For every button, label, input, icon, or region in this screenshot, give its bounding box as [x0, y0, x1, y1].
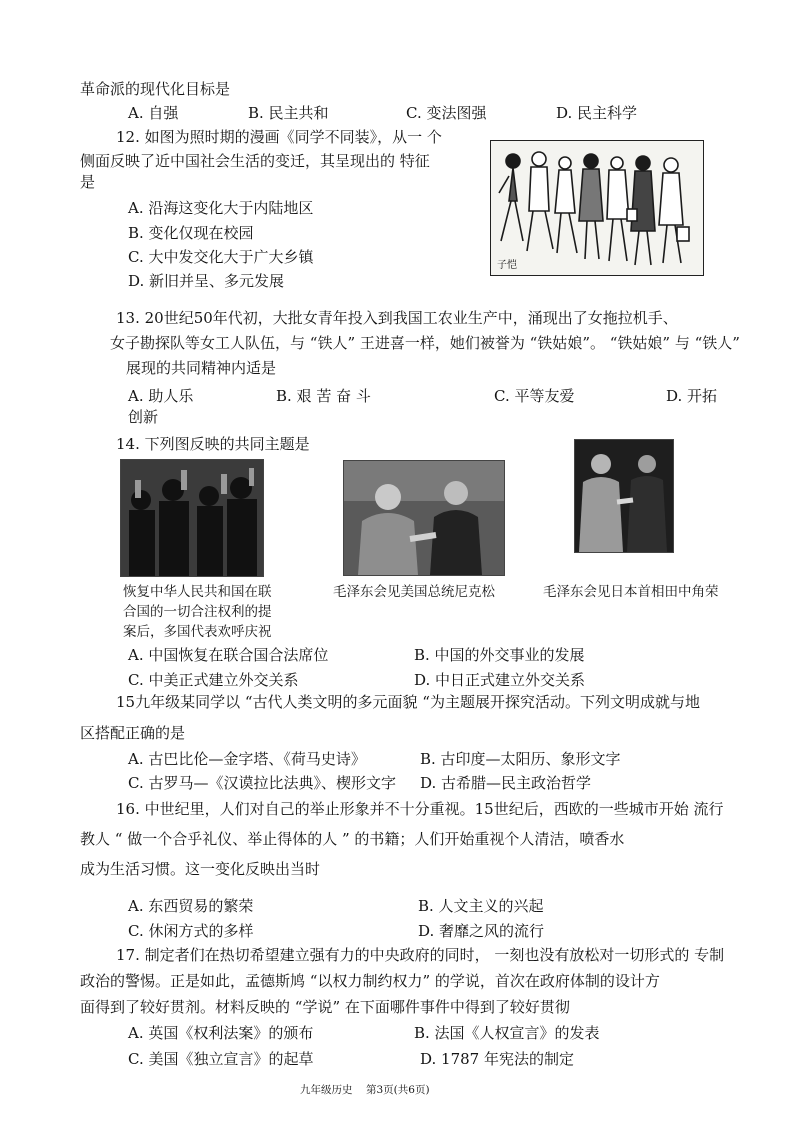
q12-stem-line2: 侧面反映了近中国社会生活的变迁，其呈现出的 特征	[80, 152, 430, 170]
q12-option-d: D. 新旧并呈、多元发展	[128, 272, 285, 290]
q17-stem-line3: 面得到了较好贯剂。材料反映的 “学说” 在下面哪件事件中得到了较好贯彻	[80, 998, 570, 1016]
q17-stem-line2: 政治的警惕。正是如此，孟德斯鸠 “以权力制约权力” 的学说，首次在政府体制的设计方	[80, 972, 660, 990]
q15-option-c: C. 古罗马—《汉谟拉比法典》、楔形文字	[128, 774, 396, 792]
q15-option-d: D. 古希腊—民主政治哲学	[420, 774, 592, 792]
q17-stem-line1: 17. 制定者们在热切希望建立强有力的中央政府的同时， 一刻也没有放松对一切形式的 专制	[116, 946, 725, 964]
q16-option-b: B. 人文主义的兴起	[418, 897, 544, 915]
q11-option-b: B. 民主共和	[248, 104, 329, 122]
q16-option-a: A. 东西贸易的繁荣	[128, 897, 254, 915]
caption-un-line1: 恢复中华人民共和国在联	[123, 584, 272, 600]
q15-stem-line1: 15九年级某同学以 “古代人类文明的多元面貌 “为主题展开探究活动。下列文明成就与地	[116, 693, 700, 711]
caption-mao-nixon: 毛泽东会见美国总统尼克松	[333, 584, 495, 600]
q16-option-c: C. 休闲方式的多样	[128, 922, 254, 940]
q14-option-a: A. 中国恢复在联合国合法席位	[128, 646, 329, 664]
q13-option-c: C. 平等友爱	[494, 387, 575, 405]
photo-mao-tanaka	[574, 439, 674, 553]
q11-option-a: A. 自强	[128, 104, 179, 122]
q12-option-b: B. 变化仅现在校园	[128, 224, 254, 242]
cartoon-signature: 子恺	[497, 260, 517, 271]
q11-option-c: C. 变法图强	[406, 104, 487, 122]
caption-un-line3: 案后，多国代表欢呼庆祝	[123, 624, 272, 640]
footer-page-number: 第3页(共6页)	[366, 1084, 430, 1096]
q12-stem-line1: 12. 如图为照时期的漫画《同学不同装》，从一 个	[116, 128, 442, 146]
photo-un-celebration	[120, 459, 264, 577]
q16-option-d: D. 奢靡之风的流行	[418, 922, 545, 940]
q13-stem-line1: 13. 20世纪50年代初，大批女青年投入到我国工农业生产中，涌现出了女拖拉机手、	[116, 309, 678, 327]
q12-option-c: C. 大中发交化大于广大乡镇	[128, 248, 314, 266]
q15-stem-line2: 区搭配正确的是	[80, 724, 186, 742]
q15-option-a: A. 古巴比伦—金字塔、《荷马史诗》	[128, 750, 366, 768]
q17-option-b: B. 法国《人权宣言》的发表	[414, 1024, 600, 1042]
q11-stem: 革命派的现代化目标是	[80, 80, 231, 98]
q17-option-c: C. 美国《独立宣言》的起草	[128, 1050, 314, 1068]
q17-option-d: D. 1787 年宪法的制定	[420, 1050, 574, 1068]
q16-stem-line3: 成为生活习惯。这一变化反映出当时	[80, 860, 321, 878]
cartoon-image	[490, 140, 704, 276]
caption-un-line2: 合国的一切合注权利的提	[123, 604, 272, 620]
q13-option-d-continued: 创新	[128, 408, 159, 426]
footer-subject: 九年级历史	[300, 1084, 353, 1096]
q11-option-d: D. 民主科学	[556, 104, 638, 122]
photo-mao-nixon	[343, 460, 505, 576]
q14-option-d: D. 中日正式建立外交关系	[414, 671, 586, 689]
q16-stem-line2: 教人 “ 做一个合乎礼仪、举止得体的人 ” 的书籍；人们开始重视个人清洁，喷香水	[80, 830, 625, 848]
q12-stem-line3: 是	[80, 173, 96, 191]
q17-option-a: A. 英国《权利法案》的颁布	[128, 1024, 314, 1042]
q14-stem: 14. 下列图反映的共同主题是	[116, 435, 310, 453]
q15-option-b: B. 古印度—太阳历、象形文字	[420, 750, 621, 768]
q13-option-b: B. 艰 苦 奋 斗	[276, 387, 371, 405]
caption-mao-tanaka: 毛泽东会见日本首相田中角荣	[543, 584, 719, 600]
q13-option-a: A. 助人乐	[128, 387, 194, 405]
q13-stem-line2: 女子勘探队等女工人队伍，与 “铁人” 王进喜一样，她们被誉为 “铁姑娘”。 “铁姑娘” 与 “铁人”	[110, 334, 740, 352]
q13-option-d: D. 开拓	[666, 387, 718, 405]
q14-option-c: C. 中美正式建立外交关系	[128, 671, 299, 689]
q12-option-a: A. 沿海这变化大于内陆地区	[128, 199, 314, 217]
q14-option-b: B. 中国的外交事业的发展	[414, 646, 585, 664]
q16-stem-line1: 16. 中世纪里，人们对自己的举止形象并不十分重视。15世纪后，西欧的一些城市开始 流行	[116, 800, 724, 818]
q13-stem-line3: 展现的共同精神内适是	[126, 359, 277, 377]
